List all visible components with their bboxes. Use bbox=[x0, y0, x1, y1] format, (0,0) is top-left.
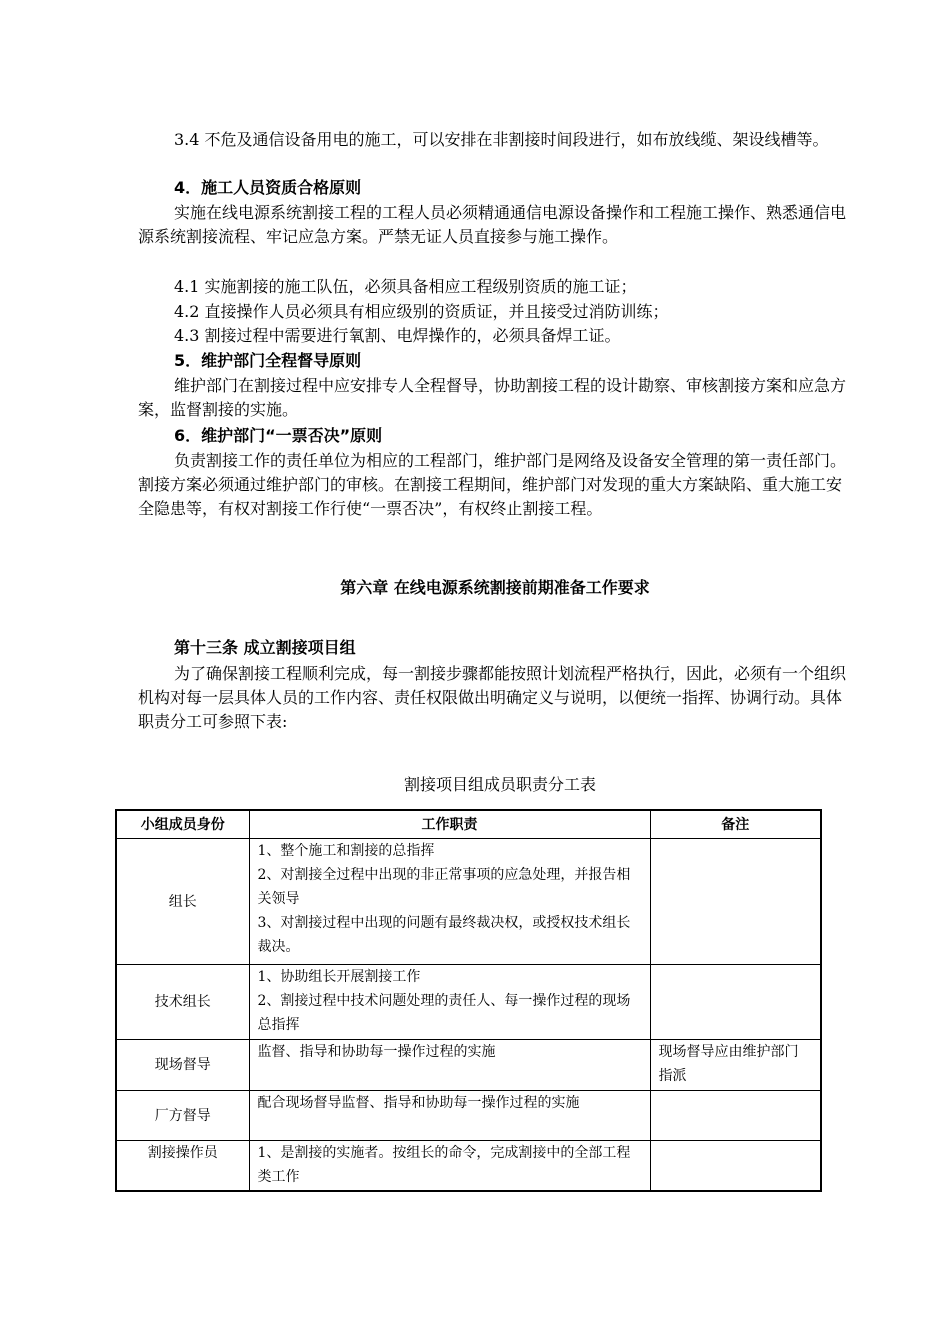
duty-line: 2、对割接全过程中出现的非正常事项的应急处理，并报告相关领导 bbox=[257, 867, 631, 907]
paragraph-4-1: 4.1 实施割接的施工队伍，必须具备相应工程级别资质的施工证； bbox=[174, 277, 637, 296]
duty-line: 配合现场督导监督、指导和协助每一操作过程的实施 bbox=[257, 1095, 580, 1111]
duties-cell bbox=[249, 1141, 650, 1191]
duty-line: 1、整个施工和割接的总指挥 bbox=[257, 843, 435, 859]
table-row bbox=[116, 1141, 821, 1191]
header-duties: 工作职责 bbox=[249, 810, 650, 839]
duty-line: 3、对割接过程中出现的问题有最终裁决权，或授权技术组长裁决。 bbox=[257, 915, 631, 955]
duty-line: 监督、指导和协助每一操作过程的实施 bbox=[257, 1044, 496, 1060]
duty-line: 2、割接过程中技术问题处理的责任人、每一操作过程的现场总指挥 bbox=[257, 993, 631, 1033]
duties-cell bbox=[249, 1091, 650, 1141]
table-row bbox=[116, 965, 821, 1040]
role-cell: 割接操作员 bbox=[116, 1141, 249, 1191]
note-cell bbox=[650, 1141, 821, 1191]
heading-5: 5．维护部门全程督导原则 bbox=[174, 351, 362, 370]
duty-table bbox=[115, 809, 822, 1192]
paragraph-4: 实施在线电源系统割接工程的工程人员必须精通通信电源设备操作和工程施工操作、熟悉通信电源系统割接流程、牢记应急方案。严禁无证人员直接参与施工操作。 bbox=[138, 203, 847, 246]
paragraph-3-4: 3.4 不危及通信设备用电的施工，可以安排在非割接时间段进行，如布放线缆、架设线槽等。 bbox=[174, 130, 829, 149]
duties-cell bbox=[249, 839, 650, 965]
role-cell: 现场督导 bbox=[116, 1040, 249, 1091]
table-caption: 割接项目组成员职责分工表 bbox=[403, 775, 596, 794]
paragraph-4-3: 4.3 割接过程中需要进行氧割、电焊操作的，必须具备焊工证。 bbox=[174, 326, 621, 345]
header-note: 备注 bbox=[650, 810, 821, 839]
duties-cell bbox=[249, 965, 650, 1040]
note-cell: 现场督导应由维护部门指派 bbox=[650, 1040, 821, 1091]
paragraph-6: 负责割接工作的责任单位为相应的工程部门，维护部门是网络及设备安全管理的第一责任部门。割接方案必须通过维护部门的审核。在割接工程期间，维护部门对发现的重大方案缺陷、重大施工安全隐患等，有权对割接工作行使“一票否决”，有权终止割接工程。 bbox=[138, 451, 847, 518]
table-row bbox=[116, 1091, 821, 1141]
header-role: 小组成员身份 bbox=[116, 810, 249, 839]
role-cell: 技术组长 bbox=[116, 965, 249, 1040]
paragraph-4-2: 4.2 直接操作人员必须具有相应级别的资质证，并且接受过消防训练； bbox=[174, 302, 669, 321]
note-cell bbox=[650, 1091, 821, 1141]
role-cell: 厂方督导 bbox=[116, 1091, 249, 1141]
table-row bbox=[116, 1040, 821, 1091]
heading-6: 6．维护部门“一票否决”原则 bbox=[174, 426, 383, 445]
heading-4: 4．施工人员资质合格原则 bbox=[174, 178, 362, 197]
note-cell bbox=[650, 839, 821, 965]
chapter-title: 第六章 在线电源系统割接前期准备工作要求 bbox=[340, 578, 650, 597]
note-cell bbox=[650, 965, 821, 1040]
paragraph-13: 为了确保割接工程顺利完成，每一割接步骤都能按照计划流程严格执行，因此，必须有一个组织机构对每一层具体人员的工作内容、责任权限做出明确定义与说明，以便统一指挥、协调行动。具体职责分工可参照下表: bbox=[138, 664, 847, 731]
duty-line: 1、是割接的实施者。按组长的命令，完成割接中的全部工程类工作 bbox=[257, 1145, 631, 1185]
duties-cell bbox=[249, 1040, 650, 1091]
article-13-title: 第十三条 成立割接项目组 bbox=[174, 638, 356, 657]
table-header-row bbox=[116, 810, 821, 839]
duty-line: 1、协助组长开展割接工作 bbox=[257, 969, 421, 985]
table-row bbox=[116, 839, 821, 965]
paragraph-5: 维护部门在割接过程中应安排专人全程督导，协助割接工程的设计勘察、审核割接方案和应急方案，监督割接的实施。 bbox=[138, 376, 847, 419]
role-cell: 组长 bbox=[116, 839, 249, 965]
